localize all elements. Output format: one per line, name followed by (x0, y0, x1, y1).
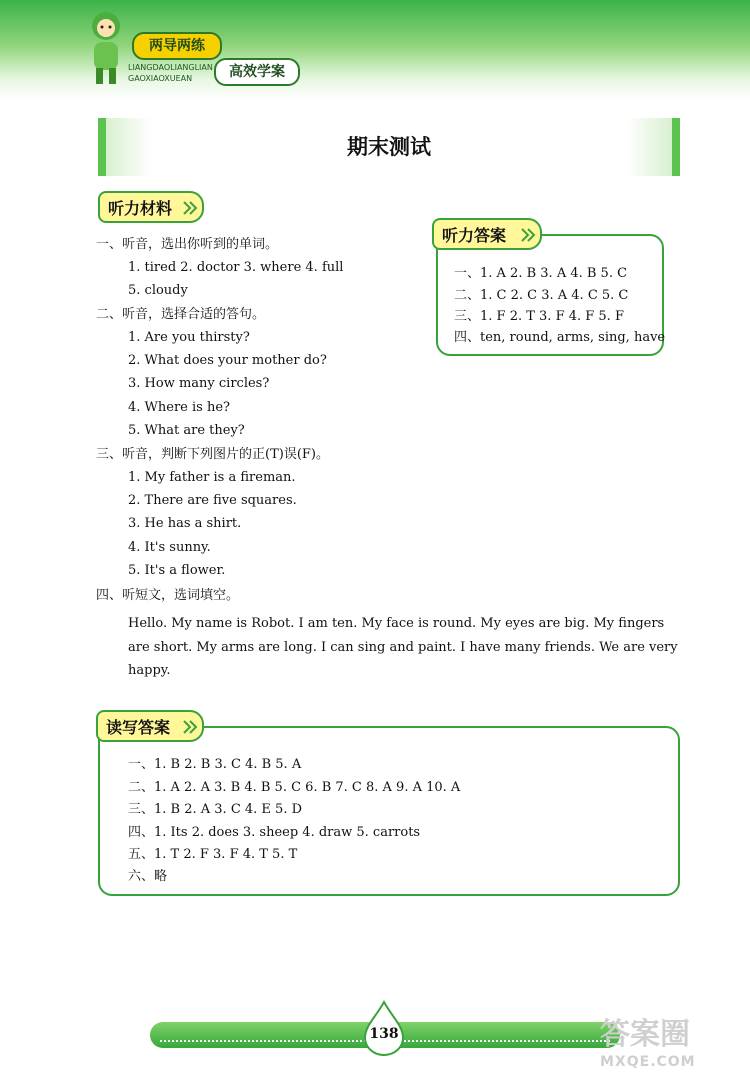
answer-line: 三、1. F 2. T 3. F 4. F 5. F (454, 309, 624, 324)
list-item: 4. Where is he? (128, 400, 231, 415)
reading-writing-answers-tag: 读写答案 (96, 710, 204, 742)
answer-line: 六、略 (128, 869, 168, 884)
mascot-icon (80, 8, 132, 88)
list-item: 1. Are you thirsty? (128, 330, 250, 345)
answer-line: 一、1. B 2. B 3. C 4. B 5. A (128, 757, 302, 772)
listening-passage: Hello. My name is Robot. I am ten. My face is round. My eyes are big. My fingers are short. My arms are long. I can sing and paint. I have many friends. We are very happy. (128, 616, 678, 678)
section-heading: 三、听音，判断下列图片的正(T)误(F)。 (96, 447, 329, 462)
listening-material-tag: 听力材料 (98, 191, 204, 223)
arrow-decoration-icon (520, 228, 536, 242)
section-heading: 四、听短文，选词填空。 (96, 588, 240, 603)
listening-answers-tag: 听力答案 (432, 218, 542, 250)
list-item: 5. cloudy (128, 283, 188, 298)
answer-line: 二、1. C 2. C 3. A 4. C 5. C (454, 288, 629, 303)
logo-top: 两导两练 (132, 32, 222, 60)
list-item: 5. It's a flower. (128, 563, 226, 578)
arrow-decoration-icon (182, 201, 198, 215)
section-heading: 一、听音，选出你听到的单词。 (96, 237, 279, 252)
answer-line: 四、ten, round, arms, sing, have (454, 330, 666, 345)
arrow-decoration-icon (182, 720, 198, 734)
page-title-box (98, 118, 680, 176)
list-item: 3. He has a shirt. (128, 516, 242, 531)
answer-line: 三、1. B 2. A 3. C 4. E 5. D (128, 802, 303, 817)
list-item: 2. What does your mother do? (128, 353, 327, 368)
page-number: 138 (369, 1026, 399, 1042)
watermark: 答案圈 MXQE.COM (600, 1017, 696, 1070)
page-title: 期末测试 (347, 135, 431, 159)
answer-line: 四、1. Its 2. does 3. sheep 4. draw 5. carrots (128, 825, 421, 840)
logo-subtitle: LIANGDAOLIANGLIAN GAOXIAOXUEAN (128, 63, 213, 83)
logo-bottom: 高效学案 (214, 58, 300, 86)
list-item: 1. tired 2. doctor 3. where 4. full (128, 260, 344, 275)
list-item: 1. My father is a fireman. (128, 470, 296, 485)
list-item: 3. How many circles? (128, 376, 270, 391)
list-item: 4. It's sunny. (128, 540, 211, 555)
answer-line: 五、1. T 2. F 3. F 4. T 5. T (128, 847, 298, 862)
answer-line: 一、1. A 2. B 3. A 4. B 5. C (454, 266, 628, 281)
answer-line: 二、1. A 2. A 3. B 4. B 5. C 6. B 7. C 8. A 9. A 10. A (128, 780, 461, 795)
list-item: 5. What are they? (128, 423, 245, 438)
list-item: 2. There are five squares. (128, 493, 297, 508)
section-heading: 二、听音，选择合适的答句。 (96, 307, 266, 322)
